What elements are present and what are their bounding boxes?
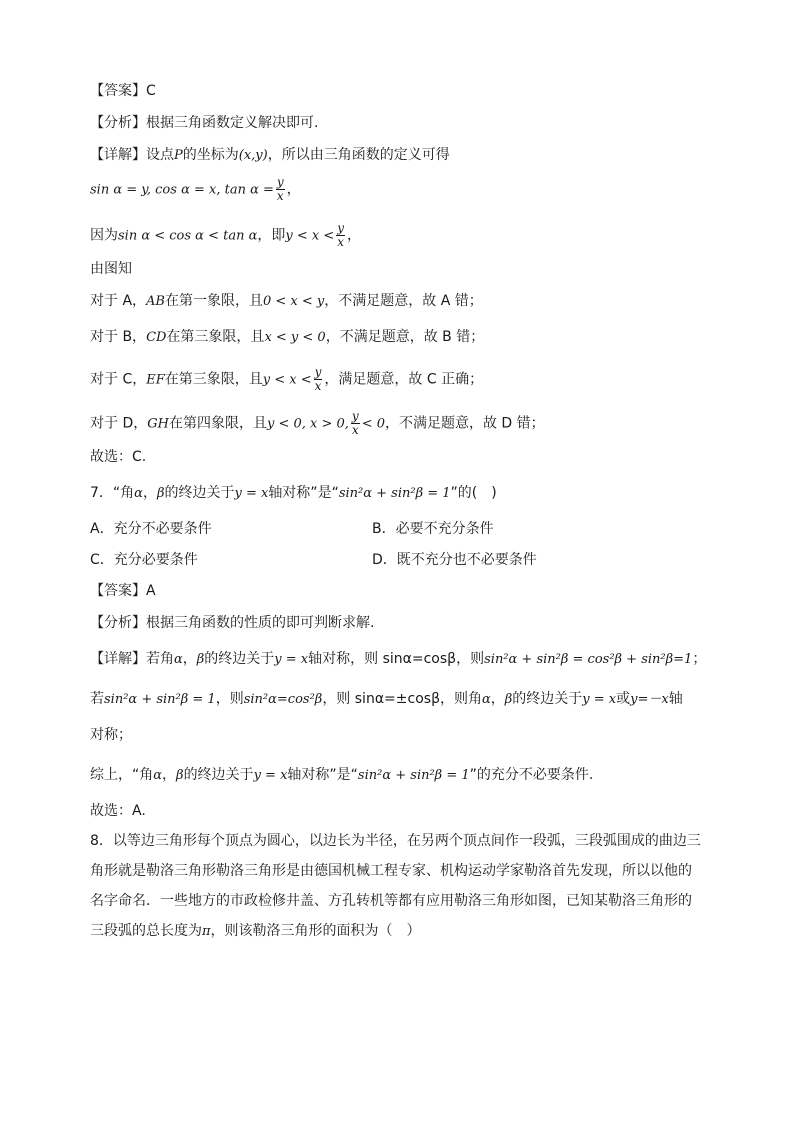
pi-symbol: π [202,924,211,939]
detail-text: 在第四象限，且 [168,415,267,432]
detail-text: 若 [90,691,104,707]
fraction-y-over-x [314,366,323,393]
answer-tag: 【答案】 [90,83,146,99]
question-8-line-3: 名字命名．一些地方的市政检修井盖、方孔转机等都有应用勒洛三角形如图，已知某勒洛三角形的 [90,893,692,909]
detail-tag: 【详解】 [90,651,146,667]
frac-den: x [276,189,284,203]
arc-label-ab: AB [146,294,165,309]
question-8-line-1: 8．以等边三角形每个顶点为圆心，以边长为半径，在另两个顶点间作一段弧，三段弧围成的曲边三 [90,833,701,849]
choose-line-6 [90,446,146,468]
detail-text: 在第三象限，且 [166,329,265,345]
equation: sin²α + sin²β = 1 [104,692,216,707]
equation: sin²α + sin²β = 1 [338,486,451,501]
detail-line-7-1 [90,648,706,671]
inequality: x < y < 0 [264,330,326,345]
question-text: 轴对称”是“ [268,485,339,501]
question-text: 三段弧的总长度为 [90,923,202,939]
answer-line-7 [90,580,156,602]
frac-den: x [337,235,345,249]
detail-text: ，所以由三角函数的定义可得 [267,147,450,163]
analysis-text: 根据三角函数定义解决即可. [146,115,319,131]
detail-line-6-3 [90,222,361,249]
option-analysis-b [90,326,484,349]
option-analysis-a [90,290,483,313]
analysis-line-7 [90,612,374,634]
punct: ， [142,485,157,501]
fraction-y-over-x [276,176,285,203]
alpha: α [153,768,163,783]
detail-text: 因为 [90,227,118,244]
detail-text: 若角 [146,651,174,667]
detail-text: ，不满足题意，故 D 错； [384,415,545,432]
line-y-eq-x: y = x [234,486,269,501]
question-8-line-2: 角形就是勒洛三角形勒洛三角形是由德国机械工程专家、机构运动学家勒洛首先发现，所以以他的 [90,863,692,879]
question-text: 的终边关于 [164,485,235,501]
detail-text: 轴对称，则 sinα=cosβ，则 [308,651,485,667]
arc-label-ef: EF [146,372,165,388]
option-c: C．充分必要条件 [90,552,198,568]
line-y-eq-x: y = x [274,652,309,667]
beta: β [504,692,513,707]
beta: β [156,486,165,501]
choose-text: 故选：A. [90,803,146,819]
detail-text: 的终边关于 [512,691,583,707]
beta: β [176,768,184,783]
detail-text: 由图知 [90,261,132,277]
inequality: y < 0, x > 0, [266,416,349,432]
detail-tag: 【详解】 [90,147,146,163]
detail-line-7-3 [90,724,132,746]
frac-num: y [351,409,359,423]
question-7 [90,482,497,505]
detail-text: ，不满足题意，故 B 错； [325,329,485,345]
equation: sin²α + sin²β = cos²β + sin²β=1 [484,652,693,667]
question-text: ”的( ) [450,485,497,501]
option-b: B．必要不充分条件 [372,521,494,537]
detail-text: 的终边关于 [204,651,275,667]
inequality: < 0 [361,416,385,432]
line-y-eq-neg-x: y=－x [630,692,669,707]
detail-text: 设点 [146,147,174,163]
detail-text: 对称； [90,727,132,743]
analysis-tag: 【分析】 [90,615,146,631]
detail-text: ”的充分不必要条件. [469,767,594,783]
option-label: 对于 C， [90,371,147,388]
answer-tag: 【答案】 [90,583,146,599]
detail-text: ，则 sinα=±cosβ，则角 [322,691,482,707]
detail-text: 的坐标为 [182,147,239,163]
equation: sin²α + sin²β = 1 [357,768,470,783]
alpha: α [134,486,143,501]
punct: ， [347,227,362,244]
fraction-y-over-x [336,222,345,249]
answer-line-6 [90,80,156,102]
punct: ； [692,651,707,667]
frac-num: y [314,365,322,379]
frac-den: x [314,379,322,393]
punct: ， [182,651,197,667]
option-a: A．充分不必要条件 [90,521,212,537]
detail-text: 综上，“角 [90,767,154,783]
point-coords: (x,y) [238,148,268,163]
line-y-eq-x: y = x [582,692,617,707]
detail-text: 或 [616,691,631,707]
fraction-y-over-x [351,410,360,437]
option-analysis-c [90,366,483,393]
arc-label-gh: GH [147,416,169,432]
arc-label-cd: CD [146,330,167,345]
analysis-tag: 【分析】 [90,115,146,131]
detail-line-7-4 [90,764,593,787]
frac-num: y [276,175,284,189]
option-d: D．既不充分也不必要条件 [372,552,537,568]
analysis-line-6 [90,112,318,134]
option-analysis-d [90,410,545,437]
question-8-line-4 [90,920,421,943]
line-y-eq-x: y = x [253,768,288,783]
equation: sin²α=cos²β [243,692,323,707]
punct: ， [490,691,505,707]
frac-num: y [337,221,345,235]
question-text: 7．“角 [90,485,135,501]
detail-line-6-1 [90,144,450,167]
detail-text: 在第三象限，且 [164,371,263,388]
detail-line-7-2 [90,688,683,711]
trig-defs: sin α = y, cos α = x, tan α = [90,182,274,198]
detail-text: 轴 [668,691,683,707]
inequality: y < x < [262,372,312,388]
detail-text: ，不满足题意，故 A 错； [324,293,483,309]
detail-text: 的终边关于 [183,767,254,783]
alpha: α [482,692,491,707]
detail-text: ，满足题意，故 C 正确； [324,371,484,388]
frac-den: x [351,423,359,437]
detail-line-6-2 [90,176,301,203]
question-text: ，则该勒洛三角形的面积为（ ） [210,923,421,939]
answer-value: C [146,83,156,99]
inequality: 0 < x < y [262,294,325,309]
yx-inequality: y < x < [285,228,335,244]
beta: β [196,652,205,667]
analysis-text: 根据三角函数的性质的即可判断求解. [146,615,375,631]
alpha: α [174,652,183,667]
option-label: 对于 B， [90,329,147,345]
option-label: 对于 D， [90,415,148,432]
choose-text: 故选：C. [90,449,147,465]
detail-text: ，即 [257,227,286,244]
punct: ， [286,181,301,198]
answer-value: A [146,583,156,599]
point-p: P [174,148,183,163]
detail-line-6-4 [90,258,132,280]
trig-inequality: sin α < cos α < tan α [118,228,258,244]
detail-text: 轴对称”是“ [287,767,358,783]
detail-text: ，则 [215,691,244,707]
detail-text: 在第一象限，且 [164,293,263,309]
choose-line-7 [90,800,146,822]
option-label: 对于 A， [90,293,147,309]
punct: ， [162,767,177,783]
